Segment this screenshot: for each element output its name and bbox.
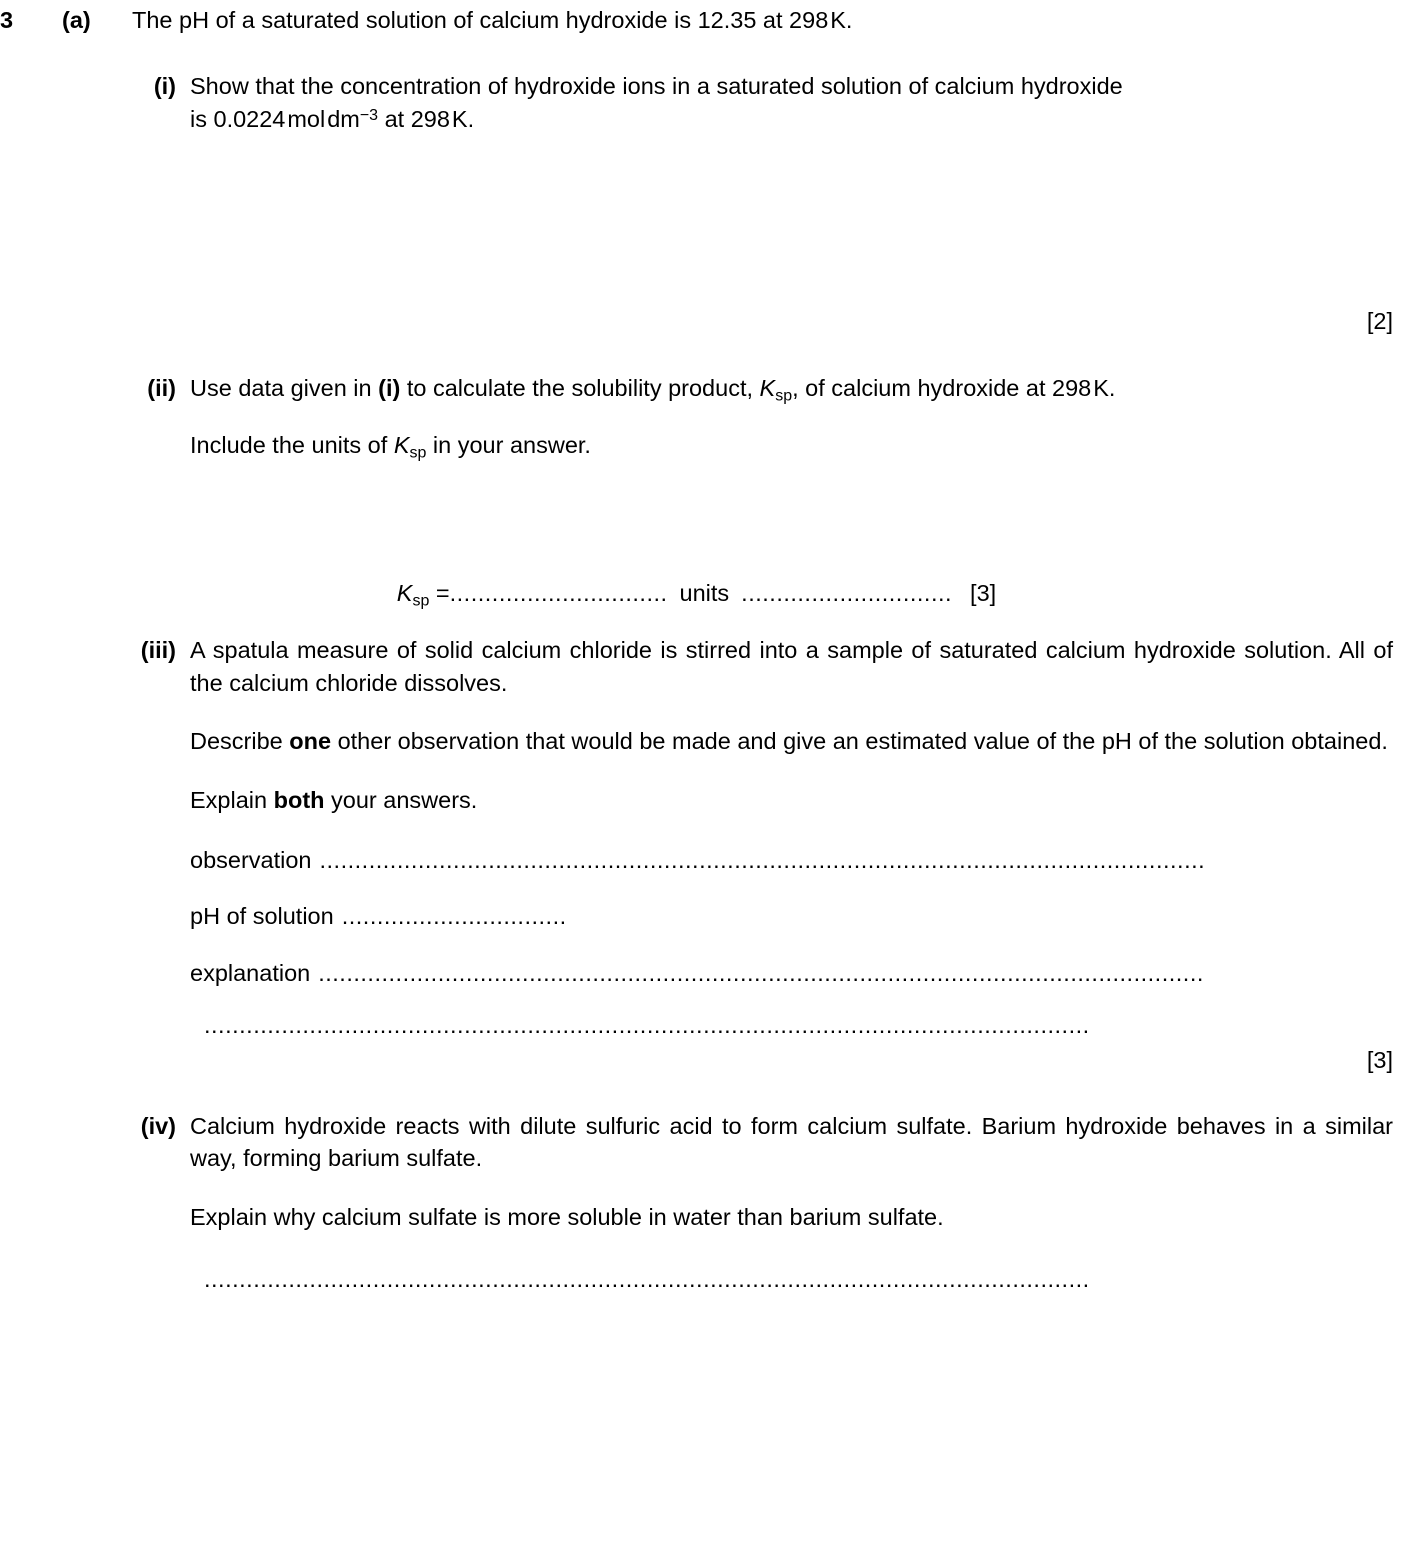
subpart-i-row — [0, 70, 1421, 135]
subpart-ii-label: (ii) — [147, 374, 176, 401]
dm-exponent: −3 — [359, 106, 379, 124]
question-stem-row — [0, 4, 1421, 36]
marks-ii: [3] — [970, 579, 997, 606]
ksp-units-label: units — [679, 579, 730, 606]
ph-blank[interactable]: ................................ — [341, 903, 567, 930]
stem-text: The pH of a saturated solution of calcium hydroxide is 12.35 at 298 K. — [132, 7, 853, 33]
subpart-ii-line2: Include the units of $K_{sp}$ in your answer. — [190, 432, 591, 462]
question-stem-text — [132, 4, 1421, 36]
subpart-iv-para1: Calcium hydroxide reacts with dilute sulfuric acid to form calcium sulfate. Barium hydroxide behaves in a similar way, forming barium sulfate. — [190, 1113, 1393, 1172]
subpart-iii-label: (iii) — [140, 637, 176, 664]
explanation-field[interactable] — [190, 957, 1393, 989]
observation-field[interactable] — [190, 844, 1393, 876]
subpart-i-body — [190, 70, 1421, 135]
subpart-iii-para1: A spatula measure of solid calcium chloride is stirred into a sample of saturated calcium hydroxide solution. All of the calcium chloride dissolves. — [190, 637, 1393, 696]
explanation-label: explanation — [190, 959, 311, 986]
observation-label: observation — [190, 846, 312, 873]
ksp-answer-line — [0, 577, 1421, 613]
subpart-iii-para2: Describe one other observation that would be made and give an estimated value of the pH of the solution obtained. — [190, 728, 1388, 755]
ksp-units-blank[interactable]: .............................. — [741, 579, 953, 606]
subpart-iv-row — [0, 1110, 1421, 1296]
subpart-iv-blank[interactable]: .............................................................................................................................. — [204, 1266, 1090, 1293]
exam-page — [0, 4, 1421, 1541]
subpart-iii-row — [0, 634, 1421, 1041]
question-number: 3 — [0, 7, 14, 33]
observation-blank[interactable]: .............................................................................................................................. — [319, 846, 1206, 873]
subpart-i-line1: Show that the concentration of hydroxide ions in a saturated solution of calcium hydroxide — [190, 73, 1123, 100]
ksp-value-blank[interactable]: ............................... — [449, 579, 668, 606]
explanation-blank-line2[interactable]: .............................................................................................................................. — [204, 1012, 1090, 1039]
subpart-iii-para3: Explain both your answers. — [190, 786, 478, 813]
subpart-iv-label: (iv) — [140, 1113, 176, 1140]
marks-i: [2] — [1366, 308, 1393, 335]
ksp-symbol: $K_{sp}$ = — [396, 579, 450, 610]
subpart-i-line2: is 0.0224 mol $dm^{-3}$ at 298 K. — [190, 105, 475, 132]
subpart-iii-body — [190, 634, 1421, 1041]
ph-field[interactable] — [190, 900, 1393, 932]
marks-iii: [3] — [1366, 1046, 1393, 1073]
subpart-ii-line1: Use data given in (i) to calculate the solubility product, $K_{sp}$, of calcium hydroxide at 298 K. — [190, 374, 1116, 405]
subpart-ii-body — [190, 372, 1421, 465]
subpart-iv-para2: Explain why calcium sulfate is more soluble in water than barium sulfate. — [190, 1203, 944, 1230]
explanation-blank[interactable]: .............................................................................................................................. — [318, 959, 1204, 986]
ph-label: pH of solution — [190, 903, 334, 930]
question-part-label: (a) — [62, 7, 91, 33]
subpart-i-label: (i) — [153, 73, 176, 100]
subpart-iv-body — [190, 1110, 1421, 1296]
subpart-ii-row — [0, 372, 1421, 465]
